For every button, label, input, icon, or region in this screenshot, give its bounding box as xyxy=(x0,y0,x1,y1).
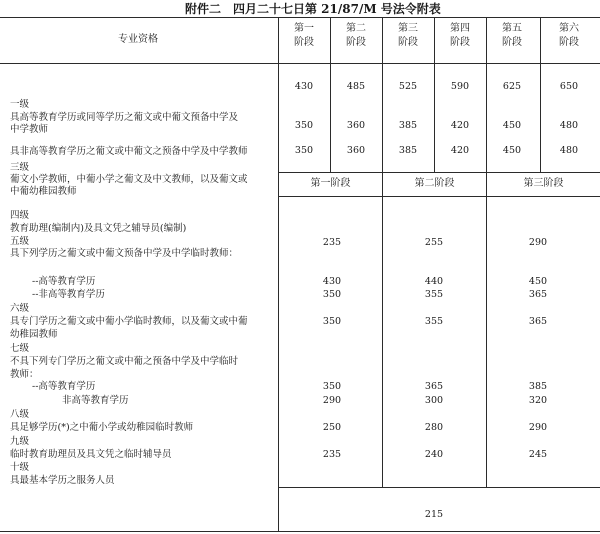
level1-a-label2: 中学教师 xyxy=(10,124,49,135)
level1-b-value-5: 450 xyxy=(502,145,522,156)
level10-value: 215 xyxy=(424,509,444,520)
level5-sub2: --非高等教育学历 xyxy=(32,289,105,300)
col3-divider-2 xyxy=(486,172,487,487)
level5-label: 具下列学历之葡文或中葡文预备中学及中学临时教师： xyxy=(10,248,239,259)
stage3-header-2: 第二阶段 xyxy=(414,178,455,189)
level1-a-value-1: 350 xyxy=(294,120,314,131)
level1-a-value-2: 360 xyxy=(346,120,366,131)
level9-label: 临时教育助理员及具文凭之临时辅导员 xyxy=(10,449,172,460)
stage-header-1: 第一 阶段 xyxy=(294,23,314,48)
top-value-1: 430 xyxy=(294,81,314,92)
level6-value-1: 350 xyxy=(322,316,342,327)
level1-b-label: 具非高等教育学历之葡文或中葡文之预备中学及中学教师 xyxy=(10,146,248,157)
level5-sub2-value-1: 350 xyxy=(322,289,342,300)
level5-sub1: --高等教育学历 xyxy=(32,276,96,287)
level9-value-1: 235 xyxy=(322,449,342,460)
last-row-top-border xyxy=(278,487,600,488)
level5-head: 五级 xyxy=(10,236,30,247)
level1-b-value-3: 385 xyxy=(398,145,418,156)
level1-b-value-1: 350 xyxy=(294,145,314,156)
top-value-5: 625 xyxy=(502,81,522,92)
page-title: 附件二 四月二十七日第 21/87/M 号法令附表 xyxy=(185,2,441,16)
level10-head: 十级 xyxy=(10,462,30,473)
level7-sub1-value-1: 350 xyxy=(322,381,342,392)
stage3-header-3: 第三阶段 xyxy=(523,178,564,189)
level10-label: 具最基本学历之服务人员 xyxy=(10,475,115,486)
stage-header-2: 第二 阶段 xyxy=(346,23,366,48)
level6-head: 六级 xyxy=(10,303,30,314)
level7-sub2: 非高等教育学历 xyxy=(62,395,129,406)
col-divider-5 xyxy=(540,17,541,172)
level4-head: 四级 xyxy=(10,210,30,221)
level9-value-2: 240 xyxy=(424,449,444,460)
stage-header-6: 第六 阶段 xyxy=(559,23,579,48)
level7-head: 七级 xyxy=(10,343,30,354)
level6-label: 具专门学历之葡文或中葡小学临时教师，以及葡文或中葡 xyxy=(10,316,248,327)
level1-a-value-5: 450 xyxy=(502,120,522,131)
level4-label: 教育助理(编制内)及具文凭之辅导员(编制) xyxy=(10,223,187,234)
level7-sub2-value-3: 320 xyxy=(528,395,548,406)
level1-b-value-2: 360 xyxy=(346,145,366,156)
sub-header-top-border xyxy=(278,172,600,173)
level8-label: 具足够学历(*)之中葡小学或幼稚园临时教师 xyxy=(10,422,194,433)
level3-label: 葡文小学教师，中葡小学之葡文及中文教师，以及葡文或 xyxy=(10,174,248,185)
level1-head: 一级 xyxy=(10,99,30,110)
level5-sub1-value-1: 430 xyxy=(322,276,342,287)
level1-a-label: 具高等教育学历或同等学历之葡文或中葡文预备中学及 xyxy=(10,112,239,123)
level7-sub2-value-2: 300 xyxy=(424,395,444,406)
level7-label2: 教师： xyxy=(10,369,39,380)
level4-value-2: 255 xyxy=(424,237,444,248)
level5-sub2-value-2: 355 xyxy=(424,289,444,300)
level8-head: 八级 xyxy=(10,409,30,420)
level5-sub1-value-2: 440 xyxy=(424,276,444,287)
top-value-2: 485 xyxy=(346,81,366,92)
level7-sub1-value-3: 385 xyxy=(528,381,548,392)
stage-header-4: 第四 阶段 xyxy=(450,23,470,48)
level8-value-3: 290 xyxy=(528,422,548,433)
qualification-header: 专业资格 xyxy=(118,34,158,45)
col-divider-0 xyxy=(278,17,279,531)
top-value-4: 590 xyxy=(450,81,470,92)
level3-label2: 中葡幼稚园教师 xyxy=(10,186,77,197)
level1-a-value-6: 480 xyxy=(559,120,579,131)
table-top-border xyxy=(0,17,600,18)
level5-sub1-value-3: 450 xyxy=(528,276,548,287)
level9-head: 九级 xyxy=(10,436,30,447)
level4-value-3: 290 xyxy=(528,237,548,248)
level1-b-value-6: 480 xyxy=(559,145,579,156)
level3-head: 三级 xyxy=(10,162,30,173)
level7-label: 不具下列专门学历之葡文或中葡之预备中学及中学临时 xyxy=(10,356,239,367)
stage3-header-1: 第一阶段 xyxy=(310,178,351,189)
level8-value-1: 250 xyxy=(322,422,342,433)
top-value-3: 525 xyxy=(398,81,418,92)
stage-header-3: 第三 阶段 xyxy=(398,23,418,48)
level1-b-value-4: 420 xyxy=(450,145,470,156)
level1-a-value-3: 385 xyxy=(398,120,418,131)
level4-value-1: 235 xyxy=(322,237,342,248)
level9-value-3: 245 xyxy=(528,449,548,460)
level6-value-2: 355 xyxy=(424,316,444,327)
stage-header-5: 第五 阶段 xyxy=(502,23,522,48)
sub-header-bottom-border xyxy=(278,196,600,197)
top-value-6: 650 xyxy=(559,81,579,92)
table-bottom-border xyxy=(0,531,600,532)
header-bottom-border xyxy=(0,63,600,64)
level7-sub2-value-1: 290 xyxy=(322,395,342,406)
level6-label2: 幼稚园教师 xyxy=(10,329,58,340)
col3-divider-1 xyxy=(382,172,383,487)
level7-sub1-value-2: 365 xyxy=(424,381,444,392)
level8-value-2: 280 xyxy=(424,422,444,433)
level1-a-value-4: 420 xyxy=(450,120,470,131)
level5-sub2-value-3: 365 xyxy=(528,289,548,300)
level7-sub1: --高等教育学历 xyxy=(32,381,96,392)
level6-value-3: 365 xyxy=(528,316,548,327)
